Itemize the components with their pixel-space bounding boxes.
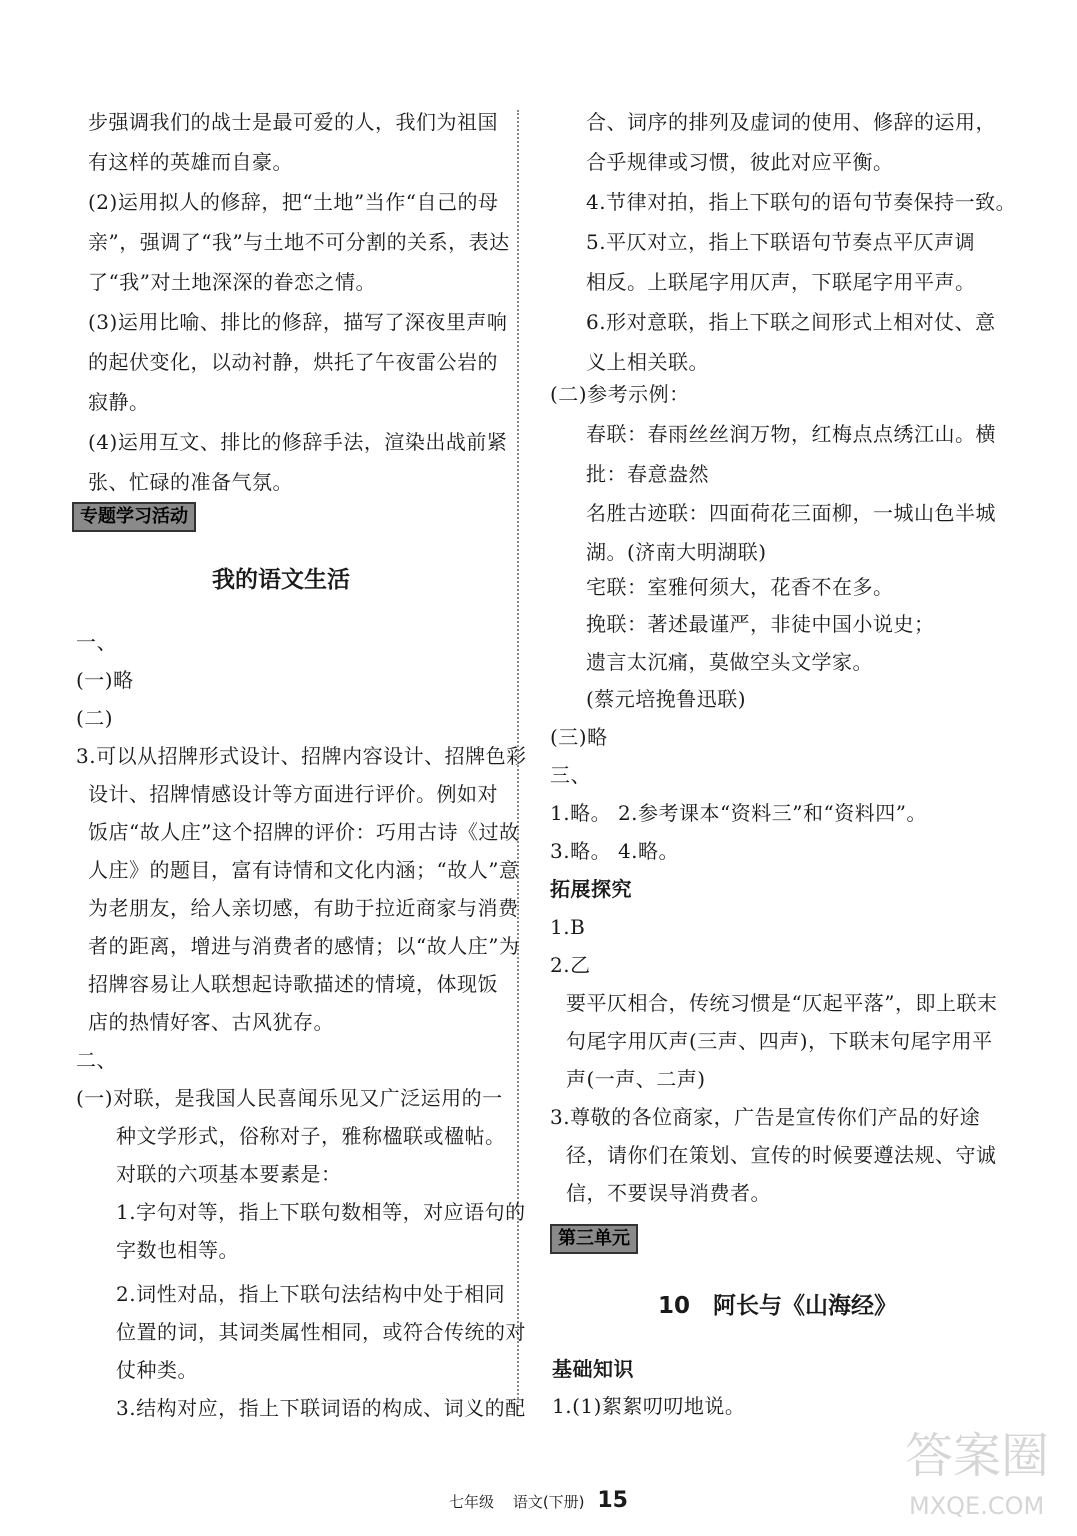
text-line: 招牌容易让人联想起诗歌描述的情境，体现饭 bbox=[88, 972, 498, 996]
text-line: 3.略。 4.略。 bbox=[550, 839, 680, 863]
text-line: 4.节律对拍，指上下联句的语句节奏保持一致。 bbox=[586, 190, 1017, 214]
text-line: 3.结构对应，指上下联词语的构成、词义的配 bbox=[116, 1396, 526, 1420]
page-number: 15 bbox=[597, 1488, 628, 1513]
footer-subject: 语文(下册) bbox=[512, 1493, 585, 1511]
text-line: 宅联：室雅何须大，花香不在多。 bbox=[586, 575, 894, 599]
text-line: 句尾字用仄声(三声、四声)，下联末句尾字用平 bbox=[566, 1029, 993, 1053]
footer-grade: 七年级 bbox=[449, 1493, 495, 1511]
text-line: 相反。上联尾字用仄声，下联尾字用平声。 bbox=[586, 270, 976, 294]
text-line: 有这样的英雄而自豪。 bbox=[88, 150, 293, 174]
text-line: 6.形对意联，指上下联之间形式上相对仗、意 bbox=[586, 310, 996, 334]
text-line: 1.(1)絮絮叨叨地说。 bbox=[552, 1394, 746, 1418]
text-line: 春联：春雨丝丝润万物，红梅点点绣江山。横 bbox=[586, 422, 996, 446]
section-tag-unit: 第三单元 bbox=[550, 1224, 638, 1254]
watermark-url: MXQE.COM bbox=[909, 1492, 1045, 1520]
text-line: 1.略。 2.参考课本“资料三”和“资料四”。 bbox=[550, 801, 927, 825]
text-line: 挽联：著述最谨严，非徒中国小说史； bbox=[586, 612, 935, 636]
text-line: 者的距离，增进与消费者的感情；以“故人庄”为 bbox=[88, 934, 520, 958]
text-line: 仗种类。 bbox=[116, 1358, 198, 1382]
text-line: 要平仄相合，传统习惯是“仄起平落”，即上联末 bbox=[566, 991, 998, 1015]
text-line: 寂静。 bbox=[88, 390, 150, 414]
text-line: 张、忙碌的准备气氛。 bbox=[88, 470, 293, 494]
section-tag-topic: 专题学习活动 bbox=[72, 502, 196, 532]
text-line: 遗言太沉痛，莫做空头文学家。 bbox=[586, 650, 873, 674]
text-line: 亲”，强调了“我”与土地不可分割的关系，表达 bbox=[88, 230, 510, 254]
subhead-extension: 拓展探究 bbox=[550, 877, 632, 901]
text-line: 3.尊敬的各位商家，广告是宣传你们产品的好途 bbox=[550, 1105, 981, 1129]
text-line: 步强调我们的战士是最可爱的人，我们为祖国 bbox=[88, 110, 498, 134]
text-line: (三)略 bbox=[550, 725, 608, 749]
text-line: 一、 bbox=[76, 630, 117, 654]
text-line: (2)运用拟人的修辞，把“土地”当作“自己的母 bbox=[88, 190, 499, 214]
text-line: 位置的词，其词类属性相同，或符合传统的对 bbox=[116, 1320, 526, 1344]
text-line: 人庄》的题目，富有诗情和文化内涵；“故人”意 bbox=[88, 858, 520, 882]
text-line: (4)运用互文、排比的修辞手法，渲染出战前紧 bbox=[88, 430, 508, 454]
section-title: 我的语文生活 bbox=[212, 567, 350, 593]
text-line: 义上相关联。 bbox=[586, 350, 709, 374]
text-line: 设计、招牌情感设计等方面进行评价。例如对 bbox=[88, 782, 498, 806]
text-line: 名胜古迹联：四面荷花三面柳，一城山色半城 bbox=[586, 501, 996, 525]
text-line: 径，请你们在策划、宣传的时候要遵法规、守诚 bbox=[566, 1143, 997, 1167]
text-line: (蔡元培挽鲁迅联) bbox=[586, 687, 747, 711]
text-line: (二)参考示例： bbox=[550, 382, 690, 406]
text-line: 2.词性对品，指上下联句法结构中处于相同 bbox=[116, 1282, 506, 1306]
text-line: 湖。(济南大明湖联) bbox=[586, 540, 767, 564]
text-line: 1.字句对等，指上下联句数相等，对应语句的 bbox=[116, 1200, 526, 1224]
text-line: 信，不要误导消费者。 bbox=[566, 1181, 771, 1205]
text-line: 三、 bbox=[550, 763, 591, 787]
text-line: (3)运用比喻、排比的修辞，描写了深夜里声响 bbox=[88, 310, 508, 334]
text-line: 种文学形式，俗称对子，雅称楹联或楹帖。 bbox=[116, 1124, 506, 1148]
text-line: (一)对联，是我国人民喜闻乐见又广泛运用的一 bbox=[76, 1086, 503, 1110]
text-line: (二) bbox=[76, 706, 114, 730]
text-line: 声(一声、二声) bbox=[566, 1067, 706, 1091]
lesson-title: 10 阿长与《山海经》 bbox=[658, 1293, 898, 1319]
text-line: 饭店“故人庄”这个招牌的评价：巧用古诗《过故 bbox=[88, 820, 520, 844]
text-line: 合乎规律或习惯，彼此对应平衡。 bbox=[586, 150, 894, 174]
text-line: 3.可以从招牌形式设计、招牌内容设计、招牌色彩 bbox=[76, 744, 527, 768]
text-line: 了“我”对土地深深的眷恋之情。 bbox=[88, 270, 376, 294]
text-line: 2.乙 bbox=[550, 953, 591, 977]
text-line: 字数也相等。 bbox=[116, 1238, 239, 1262]
text-line: 5.平仄对立，指上下联语句节奏点平仄声调 bbox=[586, 230, 976, 254]
text-line: 批：春意盎然 bbox=[586, 462, 709, 486]
text-line: 合、词序的排列及虚词的使用、修辞的运用， bbox=[586, 110, 996, 134]
text-line: 对联的六项基本要素是： bbox=[116, 1162, 342, 1186]
text-line: 为老朋友，给人亲切感，有助于拉近商家与消费 bbox=[88, 896, 519, 920]
subhead-basics: 基础知识 bbox=[552, 1357, 634, 1381]
text-line: 二、 bbox=[76, 1048, 117, 1072]
watermark-logo bbox=[897, 1410, 1067, 1530]
text-line: (一)略 bbox=[76, 668, 134, 692]
text-line: 店的热情好客、古风犹存。 bbox=[88, 1010, 334, 1034]
watermark-text: 答案圈 bbox=[905, 1428, 1050, 1484]
text-line: 1.B bbox=[550, 915, 586, 939]
text-line: 的起伏变化，以动衬静，烘托了午夜雷公岩的 bbox=[88, 350, 498, 374]
